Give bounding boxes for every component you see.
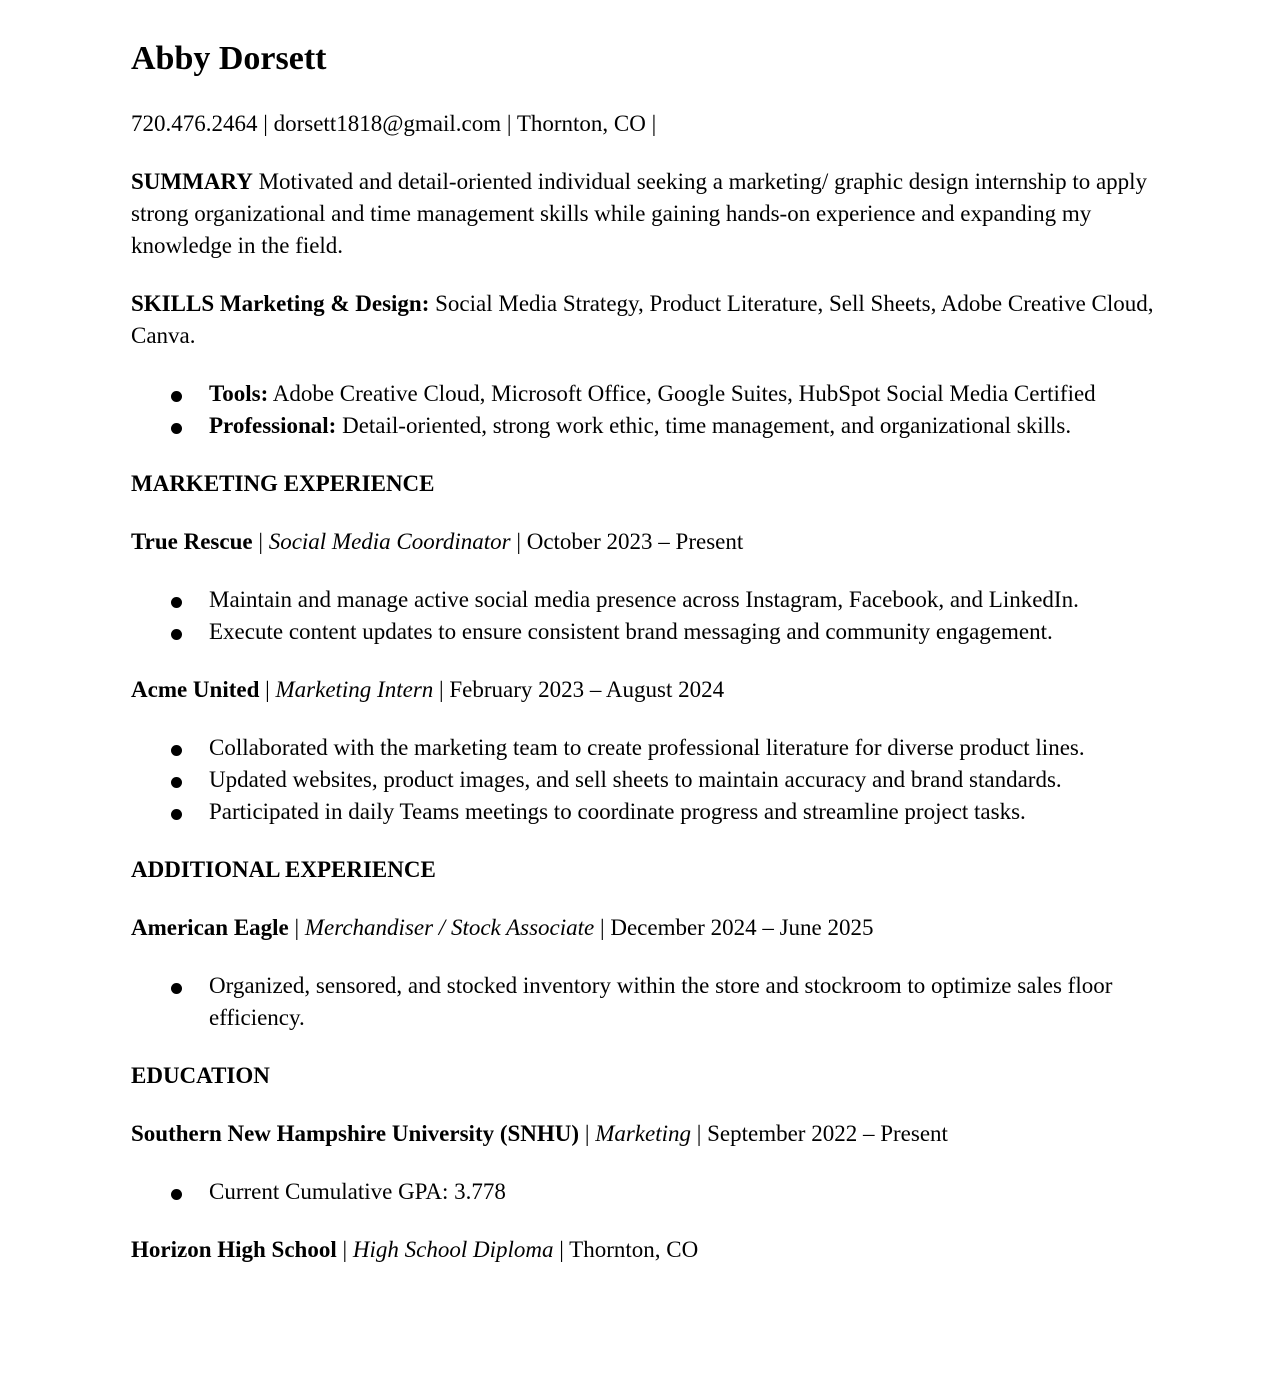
school-detail: September 2022 – Present <box>707 1121 948 1146</box>
job-title: Marketing Intern <box>275 677 434 702</box>
list-item <box>131 732 1171 764</box>
bullet-icon <box>171 777 182 788</box>
school-bullets <box>131 1176 1171 1208</box>
bullet-text: Updated websites, product images, and sell sheets to maintain accuracy and brand standards. <box>209 767 1062 792</box>
school-header: Horizon High School | High School Diploma | Thornton, CO <box>131 1237 699 1262</box>
resume-document <box>131 38 1171 1266</box>
skills-marketing-text: Social Media Strategy, Product Literature, Sell Sheets, Adobe Creative Cloud, Canva. <box>131 291 1154 348</box>
bullet-text: Participated in daily Teams meetings to coordinate progress and streamline project tasks. <box>209 799 1026 824</box>
job-dates: October 2023 – Present <box>526 529 744 554</box>
bullet-icon <box>171 983 182 994</box>
school-header: Southern New Hampshire University (SNHU) | Marketing | September 2022 – Present <box>131 1121 948 1146</box>
job-bullets <box>131 584 1171 648</box>
bullet-text: Execute content updates to ensure consistent brand messaging and community engagement. <box>209 619 1053 644</box>
job-company: Acme United <box>131 677 260 702</box>
candidate-name: Abby Dorsett <box>131 40 327 77</box>
bullet-icon <box>171 391 182 402</box>
list-item <box>131 616 1171 648</box>
job-bullets <box>131 970 1171 1034</box>
section-heading-marketing-experience: MARKETING EXPERIENCE <box>131 471 435 496</box>
school-program: High School Diploma <box>352 1237 554 1262</box>
skills-list <box>131 378 1171 442</box>
job-header: True Rescue | Social Media Coordinator | October 2023 – Present <box>131 529 744 554</box>
list-item <box>131 970 1171 1034</box>
skill-label: Professional: <box>209 413 337 438</box>
contact-line: 720.476.2464 | dorsett1818@gmail.com | Thornton, CO | <box>131 111 657 136</box>
skill-label: Tools: <box>209 381 269 406</box>
school-name: Southern New Hampshire University (SNHU) <box>131 1121 580 1146</box>
section-heading-education: EDUCATION <box>131 1063 270 1088</box>
contact-location: Thornton, CO <box>516 111 646 136</box>
job-dates: February 2023 – August 2024 <box>449 677 725 702</box>
job-title: Social Media Coordinator <box>268 529 511 554</box>
section-heading-additional-experience: ADDITIONAL EXPERIENCE <box>131 857 436 882</box>
bullet-text: Current Cumulative GPA: 3.778 <box>209 1179 506 1204</box>
job-header: Acme United | Marketing Intern | February 2023 – August 2024 <box>131 677 725 702</box>
bullet-icon <box>171 629 182 640</box>
bullet-icon <box>171 809 182 820</box>
contact-phone: 720.476.2464 <box>131 111 258 136</box>
list-item <box>131 764 1171 796</box>
skills-paragraph <box>131 288 1171 352</box>
bullet-icon <box>171 1189 182 1200</box>
summary-paragraph <box>131 166 1171 262</box>
list-item <box>131 410 1171 442</box>
job-bullets <box>131 732 1171 828</box>
list-item <box>131 1176 1171 1208</box>
school-program: Marketing <box>595 1121 691 1146</box>
skills-marketing-label: Marketing & Design: <box>219 291 430 316</box>
summary-label: SUMMARY <box>131 169 253 194</box>
school-detail: Thornton, CO <box>569 1237 699 1262</box>
job-title: Merchandiser / Stock Associate <box>304 915 595 940</box>
bullet-text: Organized, sensored, and stocked inventory within the store and stockroom to optimize sales floor efficiency. <box>209 973 1113 1030</box>
job-dates: December 2024 – June 2025 <box>610 915 874 940</box>
skill-text: Detail-oriented, strong work ethic, time management, and organizational skills. <box>342 413 1072 438</box>
summary-text: Motivated and detail-oriented individual seeking a marketing/ graphic design internship to apply strong organizational and time management skills while gaining hands-on experience and expanding my knowledge in the field. <box>131 169 1148 258</box>
list-item <box>131 584 1171 616</box>
bullet-icon <box>171 423 182 434</box>
skill-text: Adobe Creative Cloud, Microsoft Office, Google Suites, HubSpot Social Media Certified <box>272 381 1096 406</box>
job-company: American Eagle <box>131 915 289 940</box>
school-name: Horizon High School <box>131 1237 337 1262</box>
job-company: True Rescue <box>131 529 253 554</box>
list-item <box>131 796 1171 828</box>
list-item <box>131 378 1171 410</box>
bullet-text: Collaborated with the marketing team to create professional literature for diverse product lines. <box>209 735 1085 760</box>
job-header: American Eagle | Merchandiser / Stock Associate | December 2024 – June 2025 <box>131 915 874 940</box>
bullet-icon <box>171 597 182 608</box>
bullet-text: Maintain and manage active social media presence across Instagram, Facebook, and LinkedIn. <box>209 587 1079 612</box>
bullet-icon <box>171 745 182 756</box>
skills-label: SKILLS <box>131 291 215 316</box>
contact-email: dorsett1818@gmail.com <box>273 111 502 136</box>
